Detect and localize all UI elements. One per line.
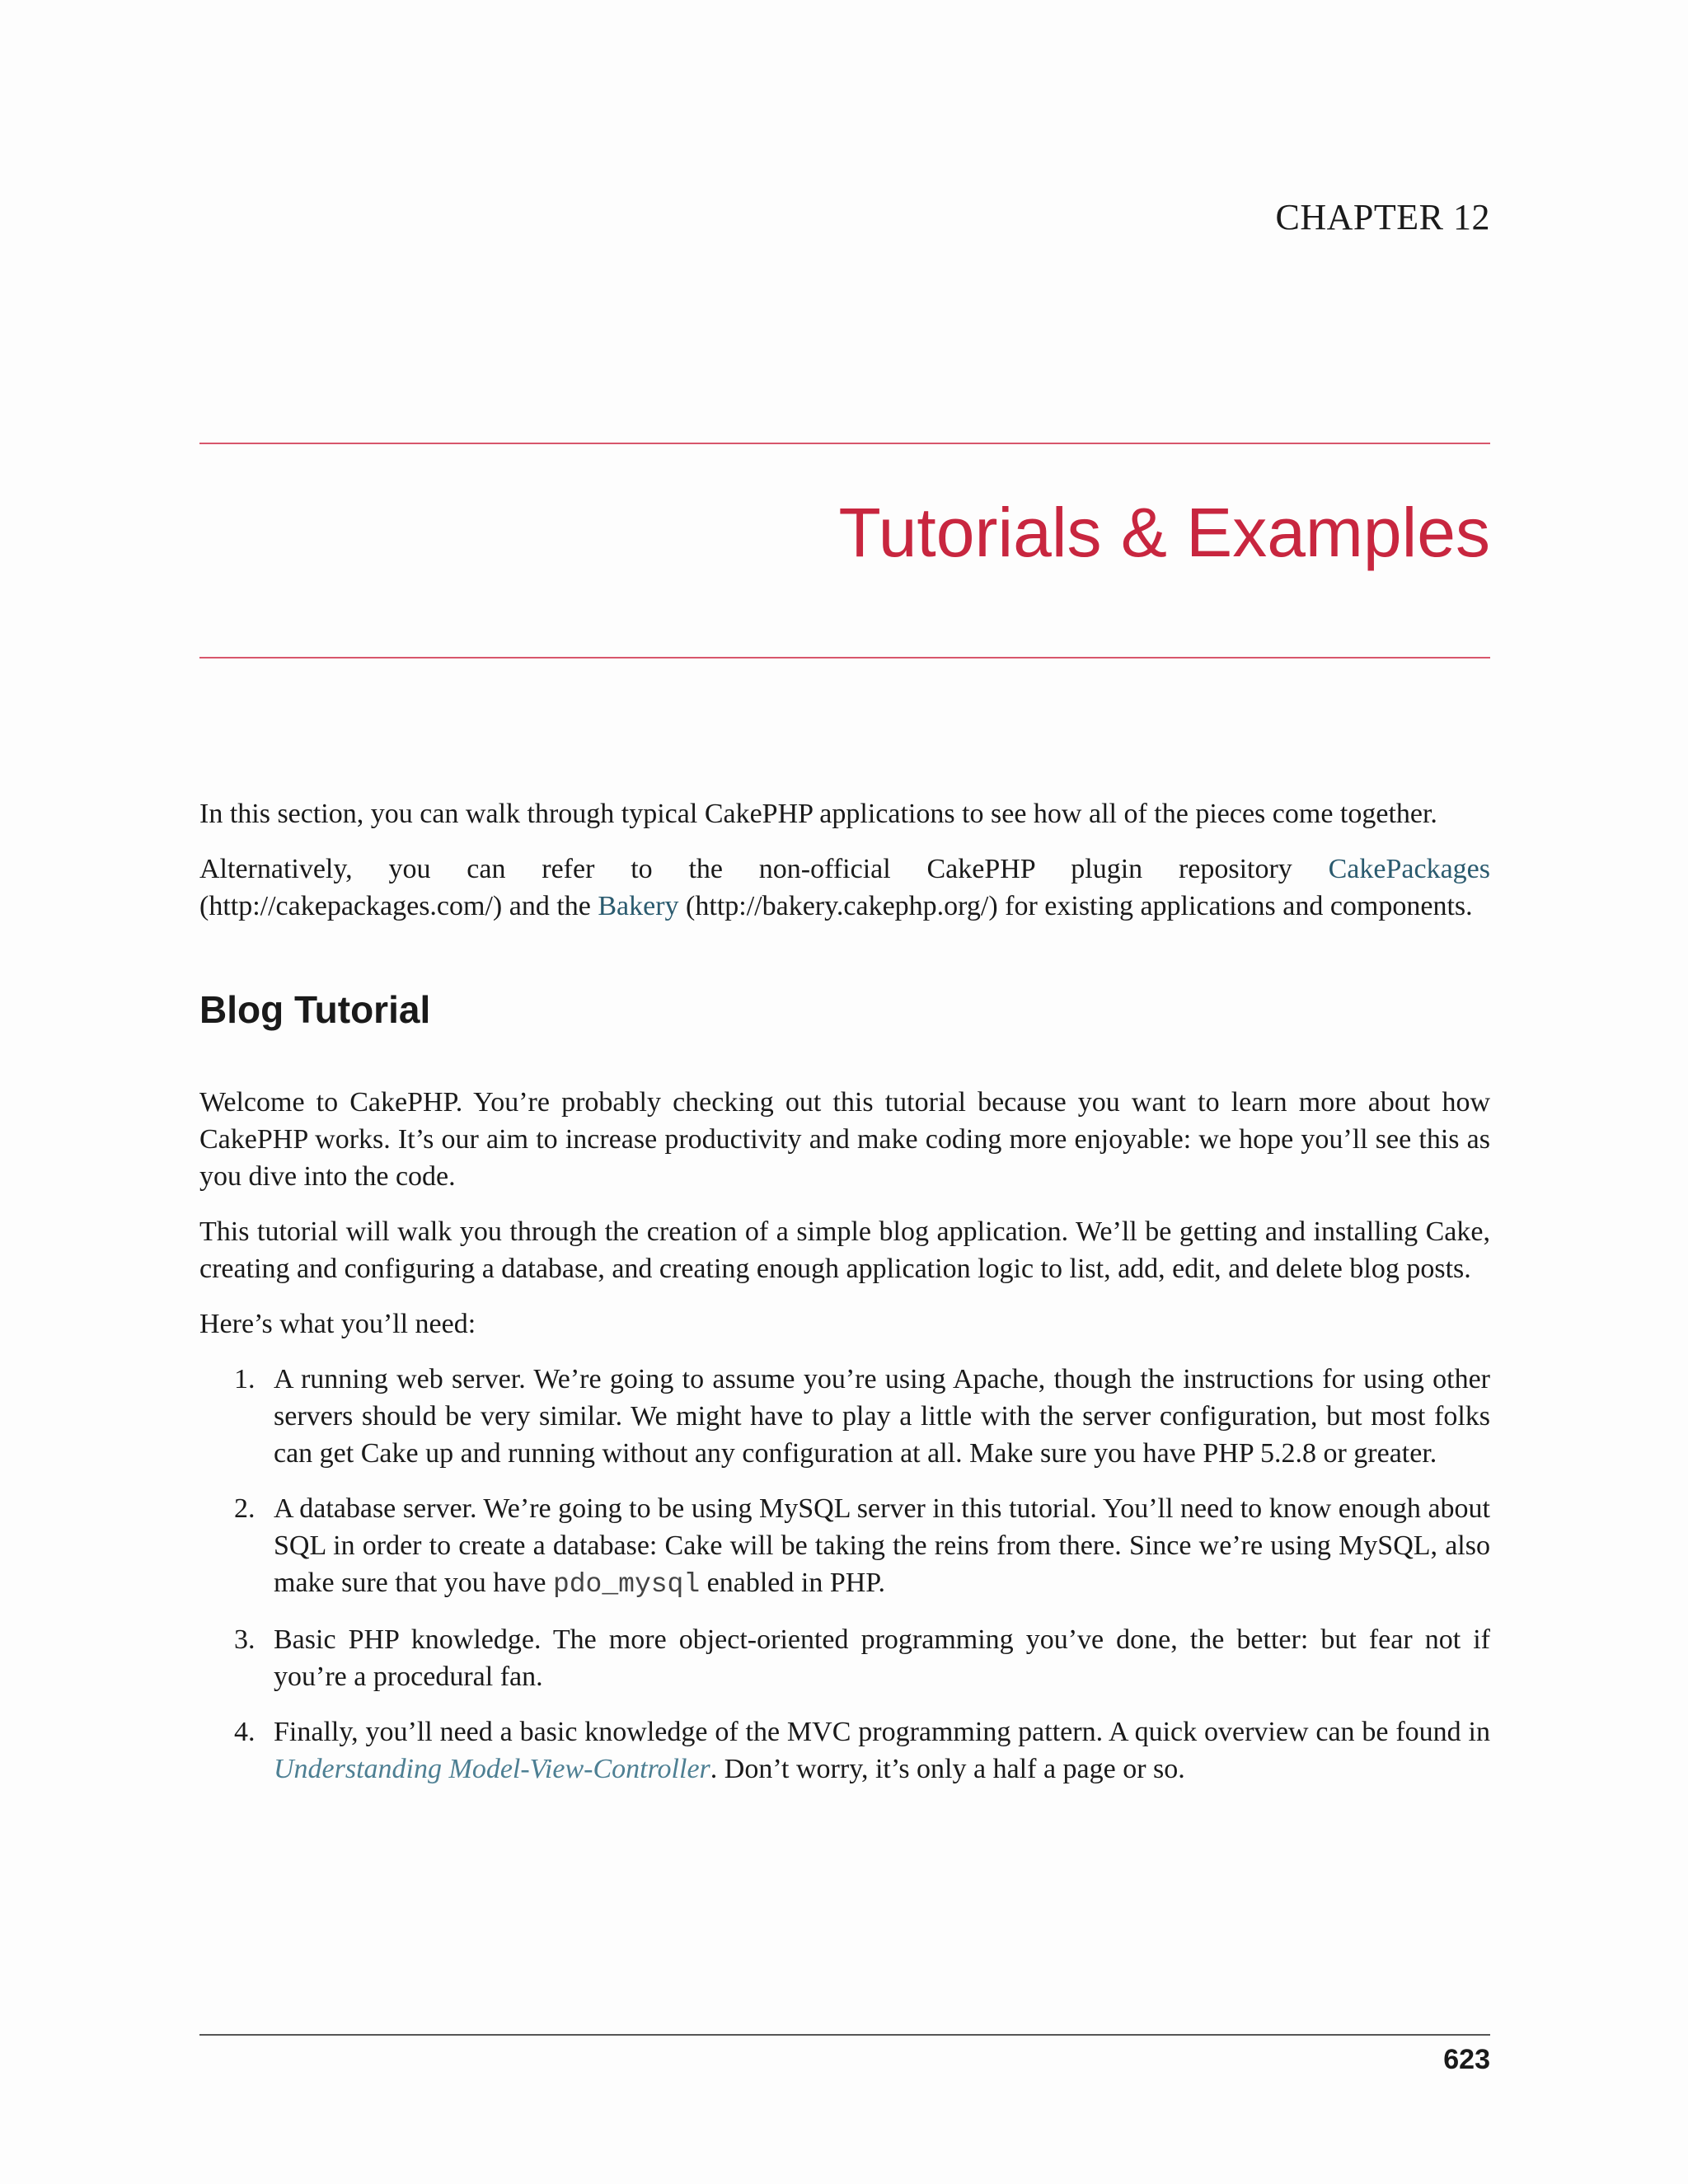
welcome-paragraph: Welcome to CakePHP. You’re probably checking out this tutorial because you want to learn more about how CakePHP works. It’s our aim to increase productivity and make coding more enjoyable: we hope you’ll see this as you dive into the code. [199,1087,1490,1193]
page-number: 623 [1443,2044,1490,2075]
intro-alternative-paragraph [199,851,1490,925]
chapter-title: Tutorials & Examples [838,494,1490,571]
section-heading: Blog Tutorial [199,988,431,1031]
requirements-intro: Here’s what you’ll need: [199,1309,476,1340]
list-item [199,1621,1490,1695]
list-item-text: A running web server. We’re going to assume you’re using Apache, though the instructions for using other servers should be very similar. We might have to play a little with the server configuration, but most folks can get Cake up and running without any configuration at all. Make sure you have PHP 5.2.8 or greater. [274,1364,1490,1469]
intro-text: (http://cakepackages.com/) and the [199,891,598,921]
mvc-link[interactable]: Understanding Model-View-Controller [274,1754,710,1785]
body-content [199,795,1490,1806]
chapter-label: CHAPTER 12 [1275,197,1490,237]
footer-rule [199,2034,1490,2036]
title-rule-top [199,443,1490,444]
intro-text: (http://bakery.cakephp.org/) for existing applications and components. [678,891,1473,921]
list-item-number: 2. [234,1493,256,1525]
bakery-link[interactable]: Bakery [598,891,679,921]
intro-paragraph: In this section, you can walk through typical CakePHP applications to see how all of the pieces come together. [199,799,1437,829]
inline-code: pdo_mysql [552,1569,701,1601]
list-item [199,1713,1490,1788]
list-item-number: 1. [234,1364,256,1395]
list-item-text: A database server. We’re going to be using MySQL server in this tutorial. You’ll need to know enough about SQL in order to create a database: Cake will be taking the reins from there. Since we’re using MySQL, also make sure that you have [274,1493,1490,1599]
list-item-text: enabled in PHP. [700,1568,885,1599]
list-item-number: 4. [234,1717,256,1748]
intro-text: Alternatively, you can refer to the non-official CakePHP plugin repository [199,854,1329,884]
list-item-number: 3. [234,1624,256,1656]
list-item [199,1490,1490,1603]
tutorial-paragraph: This tutorial will walk you through the creation of a simple blog application. We’ll be getting and installing Cake, creating and configuring a database, and creating enough application logic to list, add, edit, and delete blog posts. [199,1216,1490,1285]
document-page [199,0,1490,2184]
list-item [199,1361,1490,1472]
list-item-text: . Don’t worry, it’s only a half a page or so. [710,1754,1185,1785]
title-rule-bottom [199,657,1490,658]
list-item-text: Finally, you’ll need a basic knowledge of the MVC programming pattern. A quick overview can be found in [274,1717,1490,1748]
cakepackages-link[interactable]: CakePackages [1328,854,1490,884]
requirements-list [199,1361,1490,1788]
list-item-text: Basic PHP knowledge. The more object-oriented programming you’ve done, the better: but fear not if you’re a procedural fan. [274,1624,1490,1693]
